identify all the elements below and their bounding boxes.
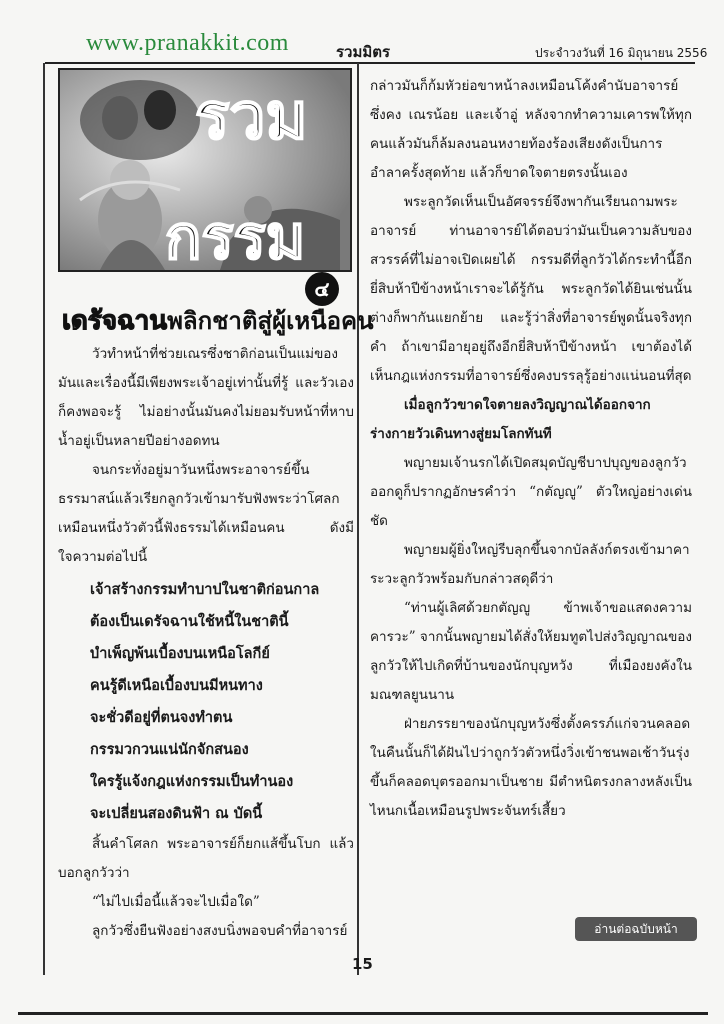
site-watermark: www.pranakkit.com: [86, 30, 289, 56]
paragraph: “ท่านผู้เลิศด้วยกตัญญู ข้าพเจ้าขอแสดงความคารวะ” จากนั้นพญายมได้สั่งให้ยมทูตไปส่งวิญญาณของลูกวัวให้ไปเกิดที่บ้านของนักบุญหวัง ที่เมืองยงคังในมณฑลยูนนาน: [370, 600, 692, 703]
quote: “ไม่ไปเมื่อนี้แล้วจะไปเมื่อใด”: [92, 894, 260, 910]
banner-title-top: รวม: [195, 80, 308, 154]
episode-number-badge: ๔: [305, 272, 339, 306]
paragraph: กล่าวมันก็ก้มหัวย่อขาหน้าลงเหมือนโค้งคำนับอาจารย์ซึ่งคง เณรน้อย และเจ้าอู่ หลังจากทำความเคารพให้ทุกคนแล้วมันก็ล้มลงนอนหงายท้องร้องเสียงดังเป็นการอำลาครั้งสุดท้าย แล้วก็ขาดใจตายตรงนั้นเอง: [370, 78, 692, 181]
continued-next-issue-label: อ่านต่อฉบับหน้า: [575, 917, 697, 941]
verse-line: กรรมวกวนแน่นักจักสนอง: [90, 741, 249, 758]
paragraph: ฝ่ายภรรยาของนักบุญหวังซึ่งตั้งครรภ์แก่จวนคลอด ในคืนนั้นก็ได้ฝันไปว่าถูกวัวตัวหนึ่งวิ่งเข้าชนพอเช้าวันรุ่งขึ้นก็คลอดบุตรออกมาเป็นชาย มีตำหนิตรงกลางหลังเป็นไหนกเนื้อเหมือนรูปพระจันทร์เสี้ยว: [370, 716, 692, 819]
verse-line: คนรู้ดีเหนือเบื้องบนมีหนทาง: [90, 677, 263, 694]
publication-name: รวมมิตร: [336, 43, 391, 61]
heading-outlined-word: เดรัจฉาน: [62, 306, 168, 336]
paragraph: ลูกวัวซึ่งยืนฟังอย่างสงบนิ่งพอจบคำที่อาจารย์: [92, 923, 348, 939]
banner-title-bottom: กรรม: [165, 203, 306, 270]
page-number: 15: [352, 955, 373, 973]
left-column: [58, 340, 354, 946]
verse-block: [90, 574, 354, 830]
paragraph: พระลูกวัดเห็นเป็นอัศจรรย์จึงพากันเรียนถามพระอาจารย์ ท่านอาจารย์ได้ตอบว่ามันเป็นความลับของสวรรค์ที่ไม่อาจเปิดเผยได้ กรรมดีที่ลูกวัวได้กระทำนี้อีกยี่สิบห้าปีข้างหน้าเราจะได้รู้กัน พระลูกวัดได้ยินเช่นนั้นต่างก็พากันแยกย้าย และรู้ว่าสิ่งที่อาจารย์พูดนั้นจริงทุกคำ ถ้าเขามีอายุอยู่ถึงอีกยี่สิบห้าปีข้างหน้า เขาต้องได้เห็นกฎแห่งกรรมที่อาจารย์ซึ่งคงบรรลุรู้อย่างแน่นอนที่สุด: [370, 194, 692, 384]
paragraph: พญายมเจ้านรกได้เปิดสมุดบัญชีบาปบุญของลูกวัวออกดูก็ปรากฏอักษรคำว่า “กตัญญู” ตัวใหญ่อย่างเด่นชัด: [370, 455, 692, 529]
verse-line: จะชั่วดีอยู่ที่ตนจงทำตน: [90, 709, 233, 726]
verse-line: บำเพ็ญพ้นเบื้องบนเหนือโลกีย์: [90, 645, 270, 662]
title-banner-illustration: [58, 68, 352, 272]
verse-line: ต้องเป็นเดรัจฉานใช้หนี้ในชาตินี้: [90, 613, 289, 630]
verse-line: จะเปลี่ยนสองดินฟ้า ณ บัดนี้: [90, 805, 263, 822]
bold-paragraph: เมื่อลูกวัวขาดใจตายลงวิญญาณได้ออกจากร่างกายวัวเดินทางสู่ยมโลกทันที: [370, 397, 651, 442]
article-heading: [62, 300, 374, 341]
issue-date: ประจำวงวันที่ 16 มิถุนายน 2556: [535, 46, 708, 60]
paragraph: วัวทำหน้าที่ช่วยเณรซึ่งชาติก่อนเป็นแม่ของมันและเรื่องนี้มีเพียงพระเจ้าอยู่เท่านั้นที่รู้ และวัวเองก็คงพอจะรู้ ไม่อย่างนั้นมันคงไม่ยอมรับหน้าที่หาบน้ำอยู่เป็นหลายปีอย่างอดทน: [58, 346, 354, 449]
verse-line: ใครรู้แจ้งกฎแห่งกรรมเป็นทำนอง: [90, 773, 294, 790]
right-column: [370, 72, 692, 826]
heading-subtitle: พลิกชาติสู่ผู้เหนือคน: [167, 307, 374, 335]
footer-rule: [18, 1012, 708, 1015]
paragraph: จนกระทั่งอยู่มาวันหนึ่งพระอาจารย์ขึ้นธรรมาสน์แล้วเรียกลูกวัวเข้ามารับฟังพระว่าโศลก เหมือนหนึ่งวัวตัวนี้ฟังธรรมได้เหมือนคน ดังมีใจความต่อไปนี้: [58, 462, 354, 565]
paragraph: พญายมผู้ยิ่งใหญ่รีบลุกขึ้นจากบัลลังก์ตรงเข้ามาคาระวะลูกวัวพร้อมกับกล่าวสดุดีว่า: [370, 542, 690, 587]
paragraph: สิ้นคำโศลก พระอาจารย์ก็ยกแส้ขึ้นโบก แล้วบอกลูกวัวว่า: [58, 836, 354, 881]
verse-line: เจ้าสร้างกรรมทำบาปในชาติก่อนกาล: [90, 581, 320, 598]
